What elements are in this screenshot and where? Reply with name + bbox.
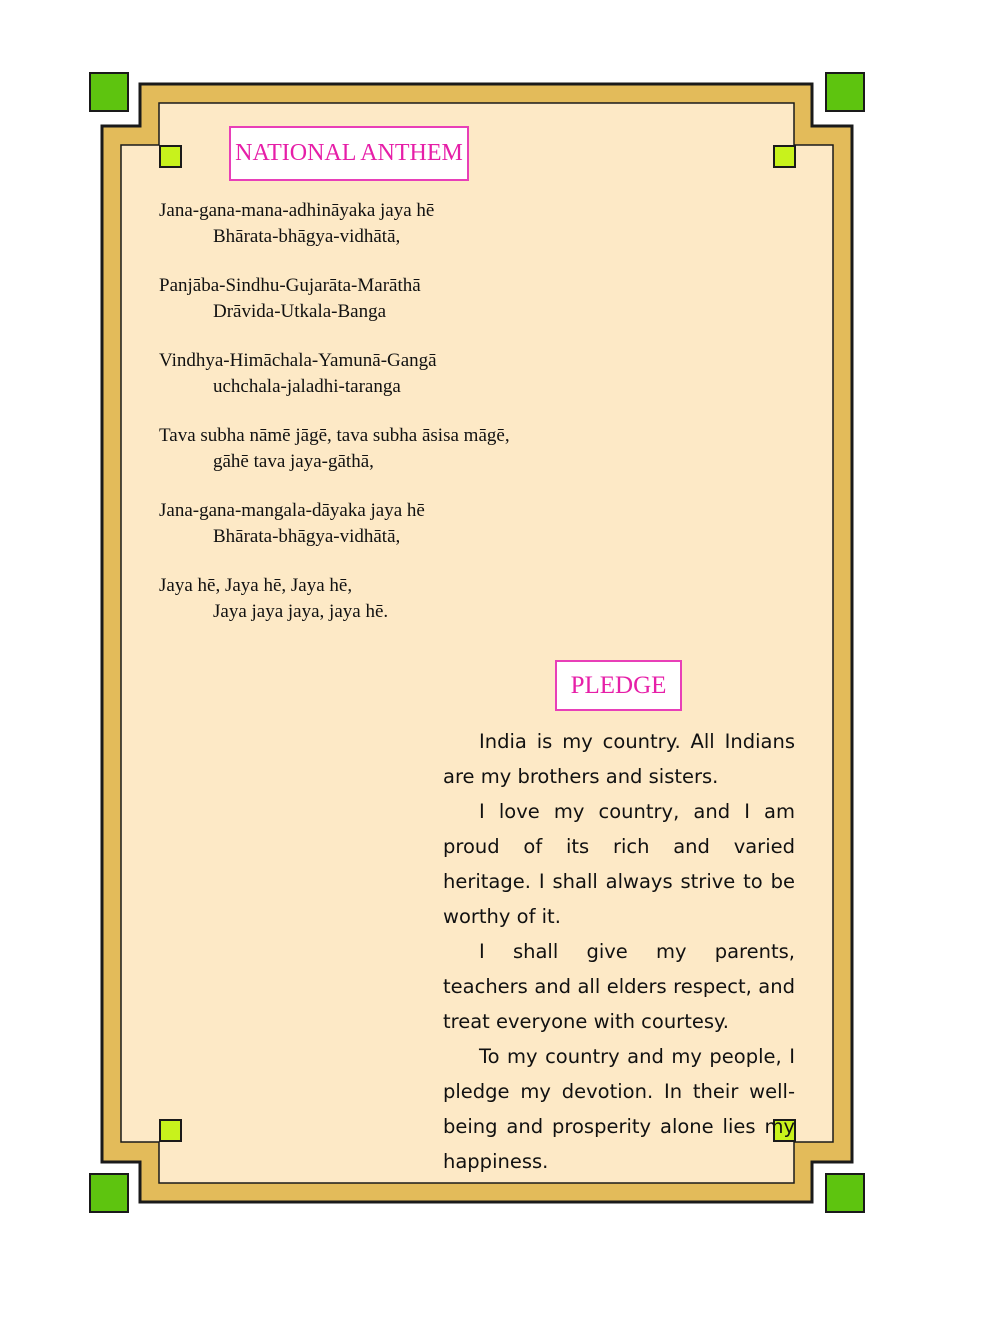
pledge-paragraph: India is my country. All Indians are my brothers and sisters. xyxy=(443,730,795,788)
inner-square-bottom-left xyxy=(160,1120,181,1141)
anthem-stanza xyxy=(159,423,599,474)
anthem-line-indented: uchchala-jaladhi-taranga xyxy=(213,375,401,397)
corner-square-bottom-left xyxy=(90,1174,128,1212)
anthem-line-indented: Drāvida-Utkala-Banga xyxy=(213,300,387,322)
anthem-line: Jana-gana-mana-adhināyaka jaya hē xyxy=(159,200,435,221)
anthem-stanza xyxy=(159,573,599,624)
pledge-paragraph: I shall give my parents, teachers and all elders respect, and treat everyone with courtesy. xyxy=(443,940,795,1033)
corner-square-top-right xyxy=(826,73,864,111)
anthem-line: Vindhya-Himāchala-Yamunā-Gangā xyxy=(159,350,437,371)
anthem-stanza xyxy=(159,198,599,249)
corner-square-bottom-right xyxy=(826,1174,864,1212)
anthem-line-indented: gāhē tava jaya-gāthā, xyxy=(213,450,374,472)
inner-square-top-left xyxy=(160,146,181,167)
inner-square-top-right xyxy=(774,146,795,167)
anthem-stanza xyxy=(159,498,599,549)
anthem-line-indented: Bhārata-bhāgya-vidhātā, xyxy=(213,225,401,247)
pledge-text xyxy=(443,724,795,1179)
corner-square-top-left xyxy=(90,73,128,111)
anthem-stanza xyxy=(159,273,599,324)
pledge-paragraph: I love my country, and I am proud of its rich and varied heritage. I shall always strive to be worthy of it. xyxy=(443,800,795,928)
anthem-stanza xyxy=(159,348,599,399)
anthem-line: Panjāba-Sindhu-Gujarāta-Marāthā xyxy=(159,275,421,296)
anthem-line-indented: Bhārata-bhāgya-vidhātā, xyxy=(213,525,401,547)
anthem-text xyxy=(159,198,599,648)
anthem-line-indented: Jaya jaya jaya, jaya hē. xyxy=(213,600,389,622)
anthem-line: Jaya hē, Jaya hē, Jaya hē, xyxy=(159,575,353,596)
anthem-line: Jana-gana-mangala-dāyaka jaya hē xyxy=(159,500,425,521)
national-anthem-heading: NATIONAL ANTHEM xyxy=(229,126,469,181)
pledge-heading: PLEDGE xyxy=(555,660,682,711)
anthem-line: Tava subha nāmē jāgē, tava subha āsisa māgē, xyxy=(159,425,510,446)
pledge-paragraph: To my country and my people, I pledge my devotion. In their well-being and prosperity alone lies my happiness. xyxy=(443,1045,795,1173)
